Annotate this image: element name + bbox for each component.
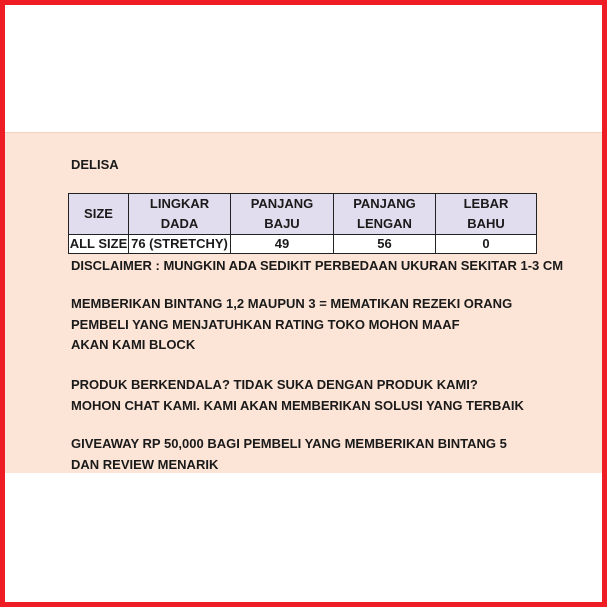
giveaway-notice-line-1: GIVEAWAY RP 50,000 BAGI PEMBELI YANG MEMBERIKAN BINTANG 5 [71, 436, 507, 451]
header-size: SIZE [69, 194, 129, 235]
rating-notice-line-3: AKAN KAMI BLOCK [71, 337, 196, 352]
cell-lingkar-dada: 76 (STRETCHY) [129, 235, 231, 254]
header-lebar-bahu: LEBAR BAHU [436, 194, 537, 235]
support-notice-line-1: PRODUK BERKENDALA? TIDAK SUKA DENGAN PRODUK KAMI? [71, 377, 478, 392]
header-lingkar-dada: LINGKAR DADA [129, 194, 231, 235]
product-title: DELISA [71, 157, 119, 172]
cell-lebar-bahu: 0 [436, 235, 537, 254]
cell-panjang-lengan: 56 [334, 235, 436, 254]
size-table-header-row [69, 194, 537, 235]
size-table [68, 193, 537, 254]
table-row [69, 235, 537, 254]
disclaimer-text: DISCLAIMER : MUNGKIN ADA SEDIKIT PERBEDAAN UKURAN SEKITAR 1-3 CM [71, 258, 564, 273]
giveaway-notice-line-2: DAN REVIEW MENARIK [71, 457, 219, 472]
support-notice-line-2: MOHON CHAT KAMI. KAMI AKAN MEMBERIKAN SOLUSI YANG TERBAIK [71, 398, 524, 413]
header-panjang-baju: PANJANG BAJU [231, 194, 334, 235]
header-panjang-lengan: PANJANG LENGAN [334, 194, 436, 235]
rating-notice-line-1: MEMBERIKAN BINTANG 1,2 MAUPUN 3 = MEMATIKAN REZEKI ORANG [71, 296, 513, 311]
cell-panjang-baju: 49 [231, 235, 334, 254]
rating-notice-line-2: PEMBELI YANG MENJATUHKAN RATING TOKO MOHON MAAF [71, 317, 460, 332]
cell-size: ALL SIZE [69, 235, 129, 254]
